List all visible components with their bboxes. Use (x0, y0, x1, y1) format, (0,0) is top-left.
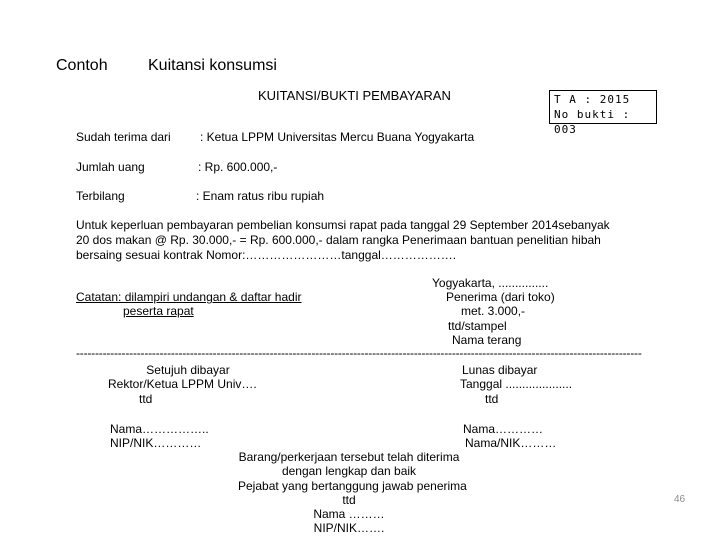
approval-left-line-1: Setujuh dibayar (146, 363, 230, 377)
divider-line: ----------------------------------------------------------------------------------------------------------------------------------------------------- (76, 346, 642, 360)
purpose-line-2: 20 dos makan @ Rp. 30.000,- = Rp. 600.000,- dalam rangka Penerimaan bantuan penelitian hibah (76, 233, 601, 247)
page-number: 46 (674, 494, 686, 505)
goods-receipt-line-1: Barang/perkerjaan tersebut telah diterima (238, 450, 460, 464)
goods-receipt-line-4: ttd (342, 493, 356, 507)
approval-right-name: Nama………… (463, 422, 544, 436)
note-line-2: peserta rapat (123, 304, 194, 318)
goods-receipt-nip: NIP/NIK……. (313, 521, 385, 535)
approval-left-line-3: ttd (139, 392, 153, 406)
page-title: Kuitansi konsumsi (148, 57, 277, 74)
sudah-terima-value: : Ketua LPPM Universitas Mercu Buana Yogyakarta (200, 130, 475, 144)
receiver-sign: ttd/stampel (448, 319, 507, 333)
sudah-terima-label: Sudah terima dari (76, 130, 171, 144)
terbilang-label: Terbilang (76, 189, 125, 203)
no-bukti-field: No bukti : 003 (554, 108, 631, 136)
jumlah-value: : Rp. 600.000,- (198, 160, 278, 174)
purpose-line-1: Untuk keperluan pembayaran pembelian konsumsi rapat pada tanggal 29 September 2014sebanyak (76, 218, 610, 232)
approval-right-line-2: Tanggal .................... (460, 377, 573, 391)
jumlah-label: Jumlah uang (76, 160, 145, 174)
goods-receipt-name: Nama ……… (313, 507, 385, 521)
terbilang-value: : Enam ratus ribu rupiah (196, 189, 325, 203)
receiver-name: Nama terang (452, 333, 522, 347)
place-date: Yogyakarta, ............... (432, 276, 549, 290)
approval-left-line-2: Rektor/Ketua LPPM Univ…. (108, 377, 257, 391)
purpose-line-3: bersaing sesuai kontrak Nomor:……………………tanggal………………. (76, 248, 457, 262)
receiver-label: Penerima (dari toko) (446, 290, 555, 304)
label-contoh: Contoh (56, 57, 108, 74)
goods-receipt-line-2: dengan lengkap dan baik (281, 464, 417, 478)
goods-receipt-line-3: Pejabat yang bertanggung jawab penerima (238, 479, 467, 493)
approval-right-nip: Nama/NIK……… (465, 436, 557, 450)
approval-right-line-1: Lunas dibayar (462, 363, 538, 377)
ta-field: T A : 2015 (554, 93, 631, 106)
approval-left-nip: NIP/NIK………… (110, 436, 202, 450)
info-box (549, 90, 657, 136)
note-line-1: Catatan: dilampiri undangan & daftar hadir (76, 290, 302, 304)
approval-left-name: Nama…………….. (110, 422, 209, 436)
document-title: KUITANSI/BUKTI PEMBAYARAN (258, 88, 451, 103)
approval-right-line-3: ttd (485, 392, 499, 406)
receiver-stamp-duty: met. 3.000,- (461, 304, 526, 318)
